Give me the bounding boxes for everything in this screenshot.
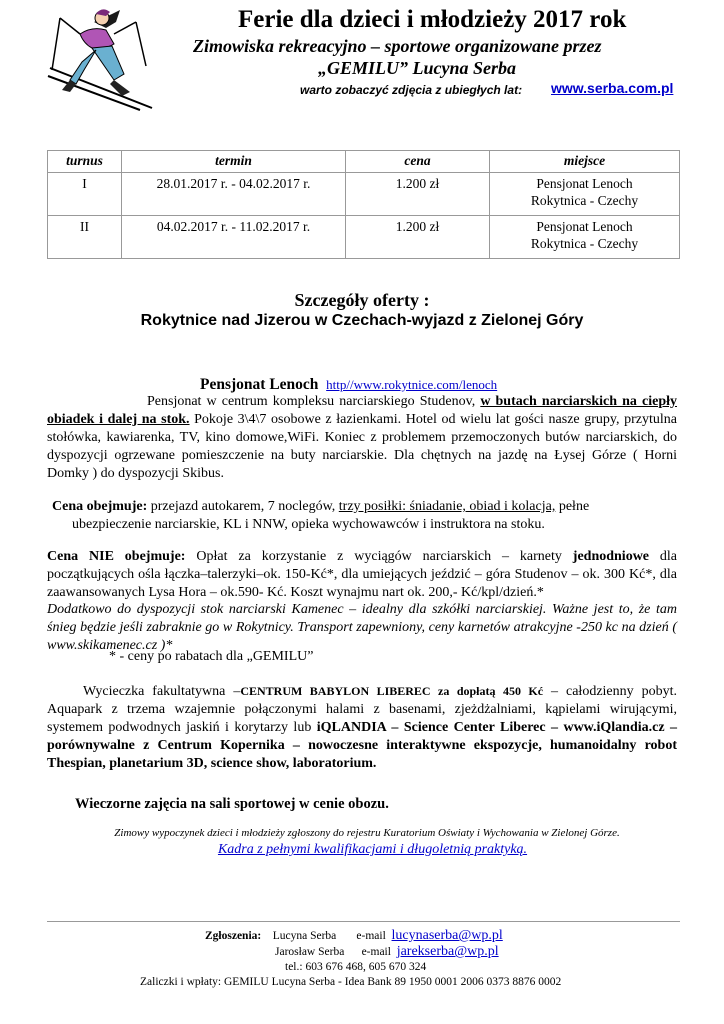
excludes-bold: jednodniowe xyxy=(572,549,650,564)
footer-email-label1: e-mail xyxy=(356,930,386,942)
excludes-label: Cena NIE obejmuje: xyxy=(47,549,186,564)
footer-row-1 xyxy=(205,928,503,944)
footer-email1-link[interactable]: lucynaserba@wp.pl xyxy=(391,928,503,943)
registry-note: Zimowy wypoczynek dzieci i młodzieży zgłoszony do rejestru Kuratorium Oświaty i Wychowania w Zielonej Górze. xyxy=(114,827,620,839)
staff-note: Kadra z pełnymi kwalifikacjami i długoletnią praktyką. xyxy=(217,842,528,857)
pension-desc-a: Pensjonat w centrum kompleksu narciarskiego Studenov, xyxy=(147,394,481,409)
skier-illustration xyxy=(40,4,160,112)
includes-text-a: przejazd autokarem, 7 noclegów, xyxy=(147,499,339,514)
table-header-row xyxy=(48,151,680,173)
footer-phone: tel.: 603 676 468, 605 670 324 xyxy=(285,961,427,973)
footer-email-label2: e-mail xyxy=(361,946,391,958)
miejsce-line2: Rokytnica - Czechy xyxy=(530,236,639,251)
excursion-text-a: Wycieczka fakultatywna – xyxy=(83,684,241,699)
details-heading: Szczegóły oferty : xyxy=(294,290,430,310)
details-subheading: Rokytnice nad Jizerou w Czechach-wyjazd z Zielonej Góry xyxy=(140,312,584,329)
additional-slope: Dodatkowo do dyspozycji stok narciarski Kamenec – idealny dla szkółki narciarskiej. Ważne jest to, że tam śnieg będzie jeśli zabraknie go w Rokytnicy. Transport zapewniony, ceny karnetów atrakcyjne -250 kc na dzień ( www.skikamenec.cz )* xyxy=(47,602,677,653)
includes-line2: ubezpieczenie narciarskie, KL i NNW, opieka wychowawców i instruktora na stoku. xyxy=(72,517,545,532)
includes-label: Cena obejmuje: xyxy=(52,499,148,514)
cell-turnus: I xyxy=(48,173,122,216)
cell-termin: 04.02.2017 r. - 11.02.2017 r. xyxy=(122,216,346,259)
footer-row-2 xyxy=(275,944,499,960)
footer-divider xyxy=(47,921,680,922)
miejsce-line2: Rokytnica - Czechy xyxy=(530,193,639,208)
miejsce-line1: Pensjonat Lenoch xyxy=(536,219,633,234)
pension-description xyxy=(47,393,677,483)
cell-miejsce xyxy=(490,216,680,259)
footer-label: Zgłoszenia: xyxy=(205,930,262,942)
excludes-text-a: Opłat za korzystanie z wyciągów narciarskich – karnety xyxy=(185,549,573,564)
photos-note: warto zobaczyć zdjęcia z ubiegłych lat: xyxy=(300,83,523,97)
page-subtitle: Zimowiska rekreacyjno – sportowe organizowane przez xyxy=(193,36,602,56)
excursion-text-c: – całodzienny pobyt. Aquapark z trzema wzajemnie połączonymi halami z basenami, zjeżdżalniami, kąpielami wirującymi, systemem podwodnych jaskiń i korytarzy lub xyxy=(47,684,677,735)
header-termin: termin xyxy=(122,151,346,173)
price-excludes xyxy=(47,548,677,602)
cell-termin: 28.01.2017 r. - 04.02.2017 r. xyxy=(122,173,346,216)
table-row xyxy=(48,173,680,216)
footer-email2-link[interactable]: jarekserba@wp.pl xyxy=(396,944,499,959)
header-cena: cena xyxy=(346,151,490,173)
organizer-name: „GEMILU” Lucyna Serba xyxy=(318,58,517,78)
page-title: Ferie dla dzieci i młodzieży 2017 rok xyxy=(238,6,627,33)
footer-person1: Lucyna Serba xyxy=(272,930,337,942)
pension-name: Pensjonat Lenoch xyxy=(200,376,319,393)
pension-desc-c: Pokoje 3\4\7 osobowe z łazienkami. Hotel od wielu lat gości nasze grupy, przytulna stołówka, kawiarenka, TV, kino domowe,WiFi. Koniec z problemem przemoczonych butów narciarskich, do dyspozycji ogrzewane pomieszczenie na buty narciarskie. Dla chętnych na jazdę na Łysej Górze ( Horni Domky ) do dyspozycji Skibus. xyxy=(47,412,677,481)
price-note: * - ceny po rabatach dla „GEMILU” xyxy=(109,649,314,664)
price-includes xyxy=(47,498,682,534)
footer-person2: Jarosław Serba xyxy=(275,946,345,958)
includes-text-c: pełne xyxy=(555,499,590,514)
pension-link[interactable]: http//www.rokytnice.com/lenoch xyxy=(326,377,498,392)
site-link[interactable]: www.serba.com.pl xyxy=(551,80,674,96)
pension-heading xyxy=(200,376,497,394)
evening-activities: Wieczorne zajęcia na sali sportowej w cenie obozu. xyxy=(75,796,389,812)
cell-cena: 1.200 zł xyxy=(346,173,490,216)
excursion-iqlandia: iQLANDIA – Science Center Liberec – www.iQlandia.cz – porównywalne z Centrum Kopernika – nowoczesne interaktywne ekspozycje, humanoidalny robot Thespian, planetarium 3D, science show, laboratorium. xyxy=(47,720,678,771)
table-row xyxy=(48,216,680,259)
header-miejsce: miejsce xyxy=(490,151,680,173)
excursion-bold: CENTRUM BABYLON LIBEREC za dopłatą 450 Kć xyxy=(240,684,544,698)
includes-meals: trzy posiłki: śniadanie, obiad i kolacja, xyxy=(338,499,556,514)
turnus-table xyxy=(47,150,680,259)
footer-payments: Zaliczki i wpłaty: GEMILU Lucyna Serba - Idea Bank 89 1950 0001 2006 0373 8876 0002 xyxy=(140,976,562,988)
cell-cena: 1.200 zł xyxy=(346,216,490,259)
cell-miejsce xyxy=(490,173,680,216)
header-turnus: turnus xyxy=(48,151,122,173)
cell-turnus: II xyxy=(48,216,122,259)
miejsce-line1: Pensjonat Lenoch xyxy=(536,176,633,191)
pension-desc-highlight: w butach narciarskich na ciepły obiadek i dalej na stok. xyxy=(47,394,677,427)
excursion-paragraph xyxy=(47,682,677,773)
excludes-text-c: dla początkujących ośla łączka–talerzyki–ok. 150-Kć*, dla umiejących jeździć – góra Studenov – ok. 300 Kć*, dla zaawansowanych Lysa Hora – ok.590- Kć. Koszt wynajmu nart ok. 200,- Kć/kpl/dzień.* xyxy=(47,549,678,600)
